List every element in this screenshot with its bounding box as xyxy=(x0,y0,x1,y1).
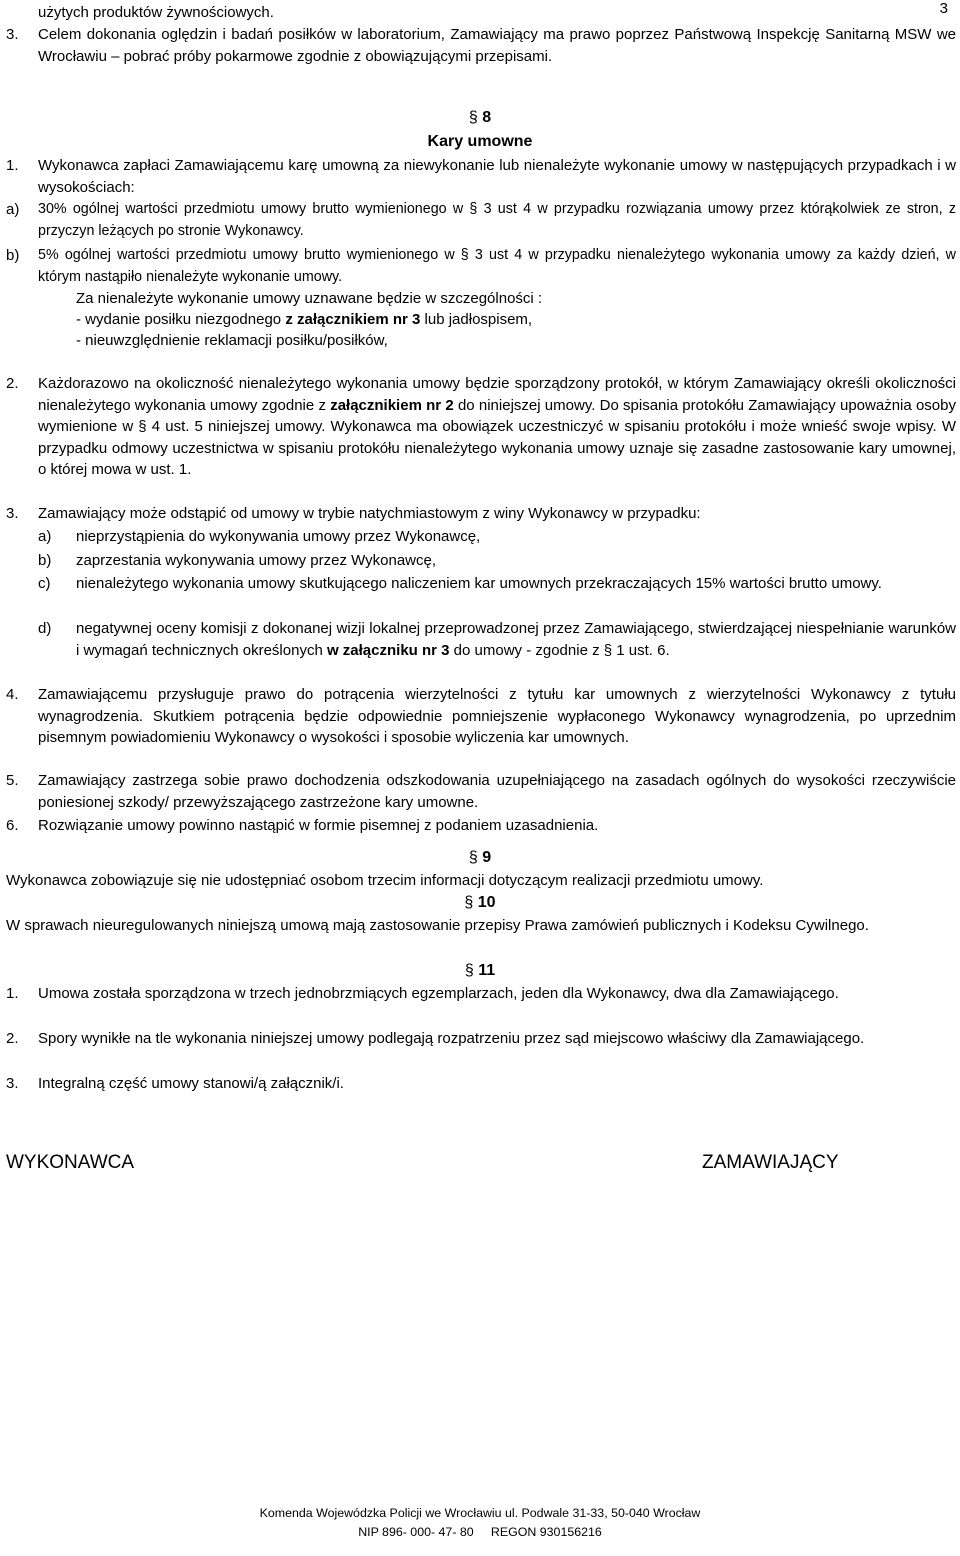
paragraph: Wykonawca zapłaci Zamawiającemu karę umowną za niewykonanie lub nienależyte wykonanie umowy w następujących przypadkach i w wysokościach: xyxy=(38,157,956,196)
footer-address: Komenda Wojewódzka Policji we Wrocławiu ul. Podwale 31-33, 50-040 Wrocław xyxy=(259,1506,701,1520)
item-number: 6. xyxy=(6,817,19,834)
item-number: 2. xyxy=(6,375,19,392)
sub-paragraph: nieprzystąpienia do wykonywania umowy przez Wykonawcę, xyxy=(76,528,481,545)
signature-ordering-party: ZAMAWIAJĄCY xyxy=(702,1152,839,1173)
item-number: 3. xyxy=(6,505,19,522)
sub-paragraph: zaprzestania wykonywania umowy przez Wykonawcę, xyxy=(76,552,437,569)
continuation-text: użytych produktów żywnościowych. xyxy=(38,4,274,21)
paragraph xyxy=(38,373,956,481)
text-run: do niniejszej umowy. Do spisania protokółu Zamawiający upoważnia osoby wymienione w § 4 ust. 5 niniejszej umowy. Wykonawca ma obowiązek uczestniczyć w spisaniu protokółu i może wnieść swoje wpisy. W przypadku odmowy uczestnictwa w spisaniu protokółu nienależytego wykonania umowy uznaje się zasadne zastosowanie kary umownej, o której mowa w ust. 1. xyxy=(38,396,956,478)
sub-paragraph: 30% ogólnej wartości przedmiotu umowy brutto wymienionego w § 3 ust 4 w przypadku rozwiązania umowy przez którąkolwiek ze stron, z przyczyn leżących po stronie Wykonawcy. xyxy=(38,201,956,239)
attachment-ref: załącznikiem nr 2 xyxy=(330,396,454,414)
text-run: Każdorazowo na okoliczność nienależytego wykonania umowy będzie sporządzony protokół, w którym Zamawiający określi okoliczności nienależytego wykonania umowy zgodnie z xyxy=(38,375,956,414)
list-dash-item xyxy=(76,309,532,331)
paragraph: Wykonawca zobowiązuje się nie udostępniać osobom trzecim informacji dotyczącym realizacji przedmiotu umowy. xyxy=(6,872,764,889)
attachment-ref: z załącznikiem nr 3 xyxy=(285,311,421,328)
dash-text: lub jadłospisem, xyxy=(420,311,533,328)
paragraph: Rozwiązanie umowy powinno nastąpić w formie pisemnej z podaniem uzasadnienia. xyxy=(38,817,599,834)
sub-label: c) xyxy=(38,575,51,592)
sub-paragraph: 5% ogólnej wartości przedmiotu umowy brutto wymienionego w § 3 ust 4 w przypadku nienależytego wykonania umowy za każdy dzień, w którym nastąpiło nienależyte wykonanie umowy. xyxy=(38,247,956,285)
section-heading-10 xyxy=(0,893,960,913)
attachment-ref: w załączniku nr 3 xyxy=(326,641,450,659)
section-number: 8 xyxy=(482,109,492,126)
footer-ids: NIP 896- 000- 47- 80 REGON 930156216 xyxy=(358,1525,602,1539)
paragraph: Zamawiającemu przysługuje prawo do potrącenia wierzytelności z tytułu kar umownych z wierzytelności Wykonawcy z tytułu wynagrodzenia. Skutkiem potrącenia będzie odpowiednie pomniejszenie wypłaconego Wykonawcy wynagrodzenia, po uprzednim pisemnym powiadomieniu Wykonawcy o wysokości i sposobie wyliczenia kar umownych. xyxy=(38,686,956,746)
page-number: 3 xyxy=(939,0,948,17)
sub-paragraph: nienależytego wykonania umowy skutkującego naliczeniem kar umownych przekraczających 15% wartości brutto umowy. xyxy=(76,575,882,592)
section-number: 9 xyxy=(482,849,492,866)
section-symbol: § xyxy=(464,962,474,979)
section-heading-11 xyxy=(0,961,960,981)
section-heading-9 xyxy=(0,848,960,868)
note-text: Za nienależyte wykonanie umowy uznawane będzie w szczególności : xyxy=(76,290,543,307)
text-run: negatywnej oceny komisji z dokonanej wizji lokalnej przeprowadzonej przez Zamawiającego, stwierdzającej niespełnianie warunków i wymagań technicznych określonych xyxy=(76,620,956,659)
sub-label: b) xyxy=(38,552,52,569)
section-number: 10 xyxy=(477,894,496,911)
paragraph: Celem dokonania oględzin i badań posiłków w laboratorium, Zamawiający ma prawo poprzez Państwową Inspekcję Sanitarną MSW we Wrocławiu – pobrać próby pokarmowe zgodnie z obowiązującymi przepisami. xyxy=(38,26,956,65)
sub-label: a) xyxy=(38,528,52,545)
item-number: 2. xyxy=(6,1030,19,1047)
sub-label: a) xyxy=(6,201,20,218)
section-symbol: § xyxy=(468,849,478,866)
item-number: 4. xyxy=(6,686,19,703)
sub-paragraph xyxy=(76,618,956,661)
item-number: 1. xyxy=(6,157,19,174)
paragraph: Umowa została sporządzona w trzech jednobrzmiących egzemplarzach, jeden dla Wykonawcy, dwa dla Zamawiającego. xyxy=(38,985,839,1002)
paragraph: Spory wynikłe na tle wykonania niniejszej umowy podlegają rozpatrzeniu przez sąd miejscowo właściwy dla Zamawiającego. xyxy=(38,1030,865,1047)
section-number: 11 xyxy=(478,962,496,979)
section-heading-8 xyxy=(0,108,960,128)
paragraph: Zamawiający może odstąpić od umowy w trybie natychmiastowym z winy Wykonawcy w przypadku: xyxy=(38,505,701,522)
section-symbol: § xyxy=(464,894,474,911)
section-title: Kary umowne xyxy=(427,133,533,150)
section-symbol: § xyxy=(468,109,478,126)
item-number: 5. xyxy=(6,772,19,789)
list-dash-item: - nieuwzględnienie reklamacji posiłku/posiłków, xyxy=(76,332,388,349)
item-number: 1. xyxy=(6,985,19,1002)
paragraph: Zamawiający zastrzega sobie prawo dochodzenia odszkodowania uzupełniającego na zasadach ogólnych do wysokości rzeczywiście poniesionej szkody/ przewyższającego zastrzeżone kary umowne. xyxy=(38,772,956,811)
item-number: 3. xyxy=(6,26,19,43)
paragraph: Integralną część umowy stanowi/ą załącznik/i. xyxy=(38,1075,344,1092)
text-run: do umowy - zgodnie z § 1 ust. 6. xyxy=(449,641,670,659)
signature-contractor: WYKONAWCA xyxy=(6,1152,135,1173)
sub-label: d) xyxy=(38,620,52,637)
paragraph: W sprawach nieuregulowanych niniejszą umową mają zastosowanie przepisy Prawa zamówień publicznych i Kodeksu Cywilnego. xyxy=(6,917,869,934)
item-number: 3. xyxy=(6,1075,19,1092)
dash-text: - wydanie posiłku niezgodnego xyxy=(76,311,286,328)
sub-label: b) xyxy=(6,247,20,264)
